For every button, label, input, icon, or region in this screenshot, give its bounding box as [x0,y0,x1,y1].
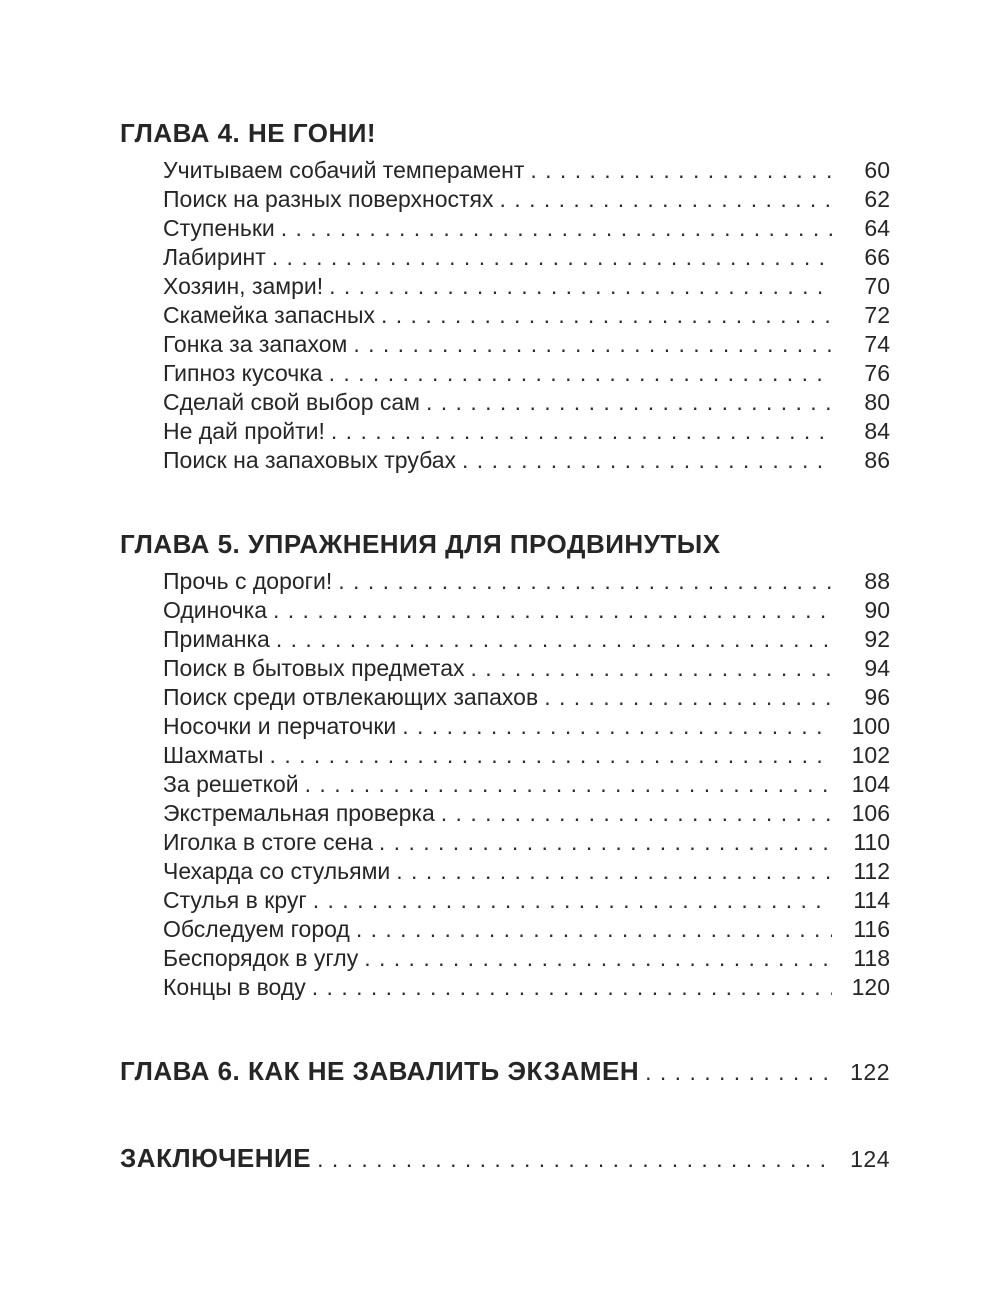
dot-leader [313,886,832,915]
dot-leader [281,214,832,243]
dot-leader [402,712,832,741]
dot-leader [364,944,832,973]
toc-entry-list [120,156,890,475]
toc-entry [163,359,890,388]
toc-section [120,1141,890,1176]
toc-entry [163,770,890,799]
toc-entry [163,214,890,243]
dot-leader [353,330,832,359]
toc-entry-title: Поиск на запаховых трубах [163,447,457,473]
toc-entry-title: Шахматы [163,742,264,768]
dot-leader [462,446,832,475]
dot-leader [441,799,832,828]
dot-leader [312,973,832,1002]
toc-entry-title: Гипноз кусочка [163,360,323,386]
toc-entry [163,567,890,596]
toc-section [120,527,890,1002]
toc-entry-title: За решеткой [163,771,299,797]
toc-entry-page-number: 106 [851,800,890,826]
toc-entry [163,683,890,712]
dot-leader [471,654,832,683]
toc-section [120,116,890,475]
dot-leader [356,915,832,944]
toc-entry [163,886,890,915]
toc-entry-title: Сделай свой выбор сам [163,389,420,415]
dot-leader [381,301,832,330]
dot-leader [338,567,832,596]
toc-entry-page-number: 74 [864,331,890,357]
toc-entry-list [120,567,890,1002]
toc-entry-title: Одиночка [163,597,267,623]
toc-entry [163,417,890,446]
toc-entry [163,156,890,185]
toc-entry [163,857,890,886]
toc-entry-page-number: 110 [853,829,890,855]
toc-entry-title: Носочки и перчаточки [163,713,397,739]
toc-entry-page-number: 92 [864,626,890,652]
dot-leader [329,359,832,388]
dot-leader [329,272,832,301]
toc-entry [163,388,890,417]
toc-entry-page-number: 118 [853,945,890,971]
dot-leader [273,596,832,625]
toc-entry-page-number: 64 [864,215,890,241]
toc-entry [163,799,890,828]
toc-entry-page-number: 100 [851,713,890,739]
chapter-heading-row [120,527,890,561]
chapter-heading-row [120,1054,890,1089]
toc-entry-title: Чехарда со стульями [163,858,391,884]
chapter-heading-row [120,1141,890,1176]
toc-entry-title: Учитываем собачий темперамент [163,157,525,183]
toc-entry [163,973,890,1002]
toc-entry-title: Не дай пройти! [163,418,325,444]
dot-leader [645,1055,832,1089]
toc-entry-page-number: 96 [864,684,890,710]
toc-entry [163,625,890,654]
toc-entry-page-number: 102 [851,742,890,768]
toc-entry-title: Экстремальная проверка [163,800,435,826]
toc-entry-title: Стулья в круг [163,887,307,913]
toc-entry-page-number: 88 [864,568,890,594]
toc-entry-title: Поиск среди отвлекающих запахов [163,684,539,710]
chapter-heading-row [120,116,890,150]
toc-entry-page-number: 84 [864,418,890,444]
toc-entry [163,712,890,741]
dot-leader [272,243,832,272]
toc-entry [163,654,890,683]
toc-entry-page-number: 112 [853,858,890,884]
dot-leader [426,388,832,417]
chapter-page-number: 122 [850,1059,890,1085]
toc-entry-page-number: 66 [864,244,890,270]
toc-entry-page-number: 120 [851,974,890,1000]
toc-entry [163,828,890,857]
toc-entry-title: Ступеньки [163,215,275,241]
chapter-heading: ГЛАВА 5. УПРАЖНЕНИЯ ДЛЯ ПРОДВИНУТЫХ [120,529,721,559]
toc-entry-title: Обследуем город [163,916,350,942]
toc-entry-page-number: 76 [864,360,890,386]
toc-entry-title: Хозяин, замри! [163,273,324,299]
toc-entry [163,301,890,330]
toc-entry-page-number: 86 [864,447,890,473]
toc-entry [163,944,890,973]
chapter-heading: ГЛАВА 6. КАК НЕ ЗАВАЛИТЬ ЭКЗАМЕН [120,1056,640,1086]
toc-entry [163,446,890,475]
toc-entry-page-number: 72 [864,302,890,328]
toc-entry [163,915,890,944]
toc-entry-page-number: 70 [864,273,890,299]
dot-leader [544,683,832,712]
dot-leader [317,1142,832,1176]
chapter-heading: ГЛАВА 4. НЕ ГОНИ! [120,118,377,148]
toc-entry-title: Поиск в бытовых предметах [163,655,465,681]
toc-entry [163,741,890,770]
toc-entry-page-number: 114 [853,887,890,913]
toc-entry-page-number: 90 [864,597,890,623]
dot-leader [379,828,832,857]
toc-entry-title: Скамейка запасных [163,302,375,328]
toc-entry [163,243,890,272]
toc-entry [163,330,890,359]
toc-entry-title: Гонка за запахом [163,331,348,357]
toc-entry-page-number: 116 [853,916,890,942]
chapter-page-number: 124 [850,1146,890,1172]
dot-leader [276,625,832,654]
toc-entry-title: Прочь с дороги! [163,568,333,594]
dot-leader [530,156,832,185]
toc-entry-title: Иголка в стоге сена [163,829,373,855]
toc-entry-title: Поиск на разных поверхностях [163,186,494,212]
dot-leader [500,185,832,214]
toc-entry-page-number: 80 [864,389,890,415]
toc-entry [163,185,890,214]
toc-entry [163,596,890,625]
toc-entry-page-number: 104 [851,771,890,797]
dot-leader [331,417,832,446]
toc-section [120,1054,890,1089]
toc-entry-title: Лабиринт [163,244,266,270]
toc-entry-page-number: 94 [864,655,890,681]
toc-entry [163,272,890,301]
toc-entry-title: Приманка [163,626,270,652]
toc-entry-page-number: 62 [864,186,890,212]
toc-entry-title: Концы в воду [163,974,306,1000]
toc-entry-title: Беспорядок в углу [163,945,359,971]
chapter-heading: ЗАКЛЮЧЕНИЕ [120,1143,312,1173]
dot-leader [270,741,832,770]
toc-entry-page-number: 60 [864,157,890,183]
dot-leader [305,770,832,799]
dot-leader [396,857,832,886]
